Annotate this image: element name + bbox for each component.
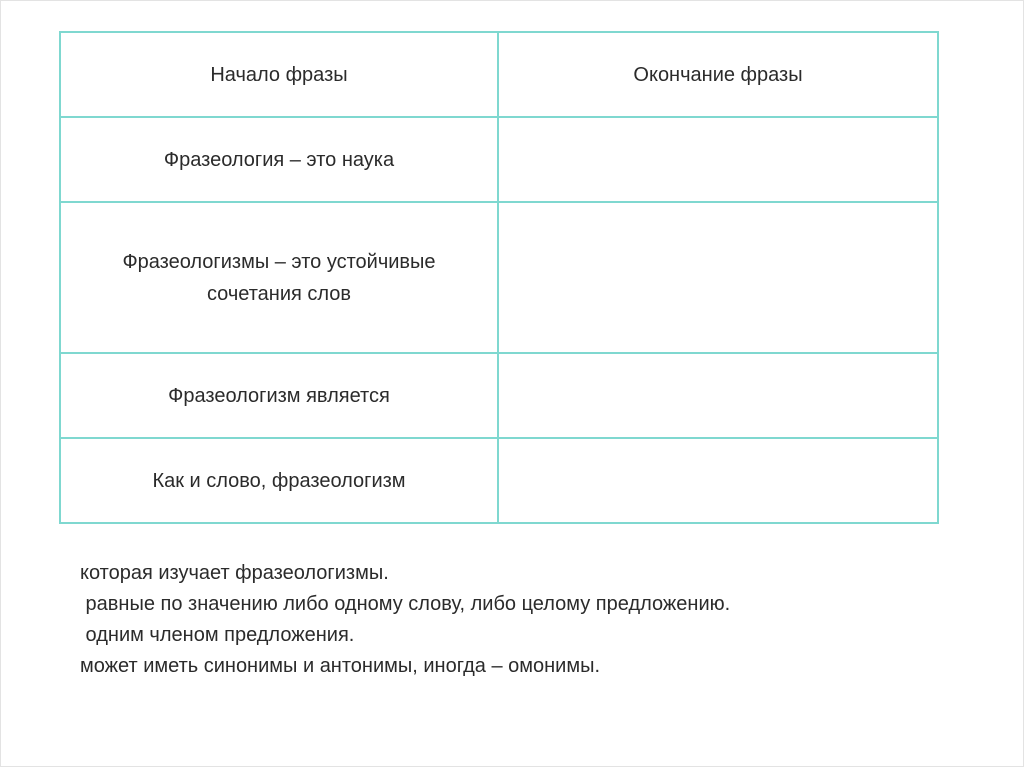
phrase-start-cell: Фразеологизмы – это устойчивые сочетания слов	[60, 202, 498, 353]
phrase-end-cell[interactable]	[498, 202, 938, 353]
phrase-end-cell[interactable]	[498, 117, 938, 202]
phrase-ending-item: одним членом предложения.	[80, 624, 355, 646]
phrase-matching-table	[59, 31, 939, 524]
phrase-ending-item: которая изучает фразеологизмы.	[80, 562, 389, 584]
table-row	[60, 353, 938, 438]
table-row	[60, 202, 938, 353]
phrase-start-cell: Фразеологизм является	[60, 353, 498, 438]
phrase-start-cell: Фразеология – это наука	[60, 117, 498, 202]
table-header-row	[60, 32, 938, 117]
phrase-ending-item: может иметь синонимы и антонимы, иногда – омонимы.	[80, 655, 601, 677]
table-row	[60, 438, 938, 523]
phrase-start-cell: Как и слово, фразеологизм	[60, 438, 498, 523]
header-phrase-start: Начало фразы	[60, 32, 498, 117]
phrase-endings-list	[80, 558, 980, 682]
phrase-ending-item: равные по значению либо одному слову, либо целому предложению.	[80, 593, 731, 615]
phrase-end-cell[interactable]	[498, 353, 938, 438]
table-row	[60, 117, 938, 202]
header-phrase-end: Окончание фразы	[498, 32, 938, 117]
phrase-end-cell[interactable]	[498, 438, 938, 523]
